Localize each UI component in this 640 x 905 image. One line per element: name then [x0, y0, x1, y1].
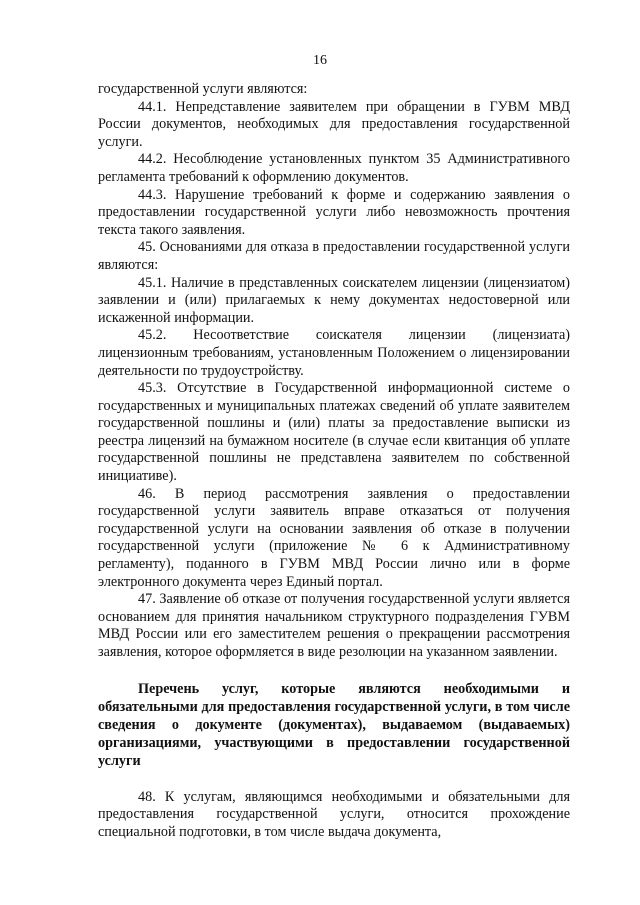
paragraph-45-2: 45.2. Несоответствие соискателя лицензии (лицензиата) лицензионным требованиям, установленным Положением о лицензировании деятельности по трудоустройству.: [98, 327, 570, 379]
paragraph-44-1: 44.1. Непредставление заявителем при обращении в ГУВМ МВД России документов, необходимых для предоставления государственной услуги.: [98, 98, 570, 150]
paragraph-48: 48. К услугам, являющимся необходимыми и обязательными для предоставления государственной услуги, относится прохождение специальной подготовки, в том числе выдача документа,: [98, 788, 570, 840]
page-number: 16: [313, 53, 327, 68]
paragraph-45: 45. Основаниями для отказа в предоставлении государственной услуги являются:: [98, 239, 570, 273]
paragraph-45-3: 45.3. Отсутствие в Государственной информационной системе о государственных и муниципальных платежах сведений об уплате заявителем государственной пошлины и (или) платы за предоставление выписки из реестра лицензий на бумажном носителе (в случае если квитанция об уплате государственной пошлины не представлена заявителем по собственной инициативе).: [98, 380, 570, 485]
paragraph-47: 47. Заявление об отказе от получения государственной услуги является основанием для принятия начальником структурного подразделения ГУВМ МВД России или его заместителем решения о прекращении рассмотрения заявления, которое оформляется в виде резолюции на указанном заявлении.: [98, 591, 570, 660]
paragraph-44-3: 44.3. Нарушение требований к форме и содержанию заявления о предоставлении государственной услуги либо невозможность прочтения текста такого заявления.: [98, 186, 570, 238]
paragraph-continuation: государственной услуги являются:: [98, 81, 308, 97]
document-body: [98, 81, 570, 841]
paragraph-44-2: 44.2. Несоблюдение установленных пунктом 35 Административного регламента требований к оформлению документов.: [98, 151, 570, 185]
paragraph-45-1: 45.1. Наличие в представленных соискателем лицензии (лицензиатом) заявлении и (или) прилагаемых к нему документах недостоверной или искаженной информации.: [98, 274, 570, 326]
paragraph-46: 46. В период рассмотрения заявления о предоставлении государственной услуги заявитель вправе отказаться от получения государственной услуги на основании заявления об отказе в получении государственной услуги (приложение № 6 к Административному регламенту), поданного в ГУВМ МВД России лично или в форме электронного документа через Единый портал.: [98, 485, 570, 590]
section-heading: Перечень услуг, которые являются необходимыми и обязательными для предоставления государственной услуги, в том числе сведения о документе (документах), выдаваемом (выдаваемых) организациями, участвующими в предоставлении государственной услуги: [98, 680, 570, 770]
